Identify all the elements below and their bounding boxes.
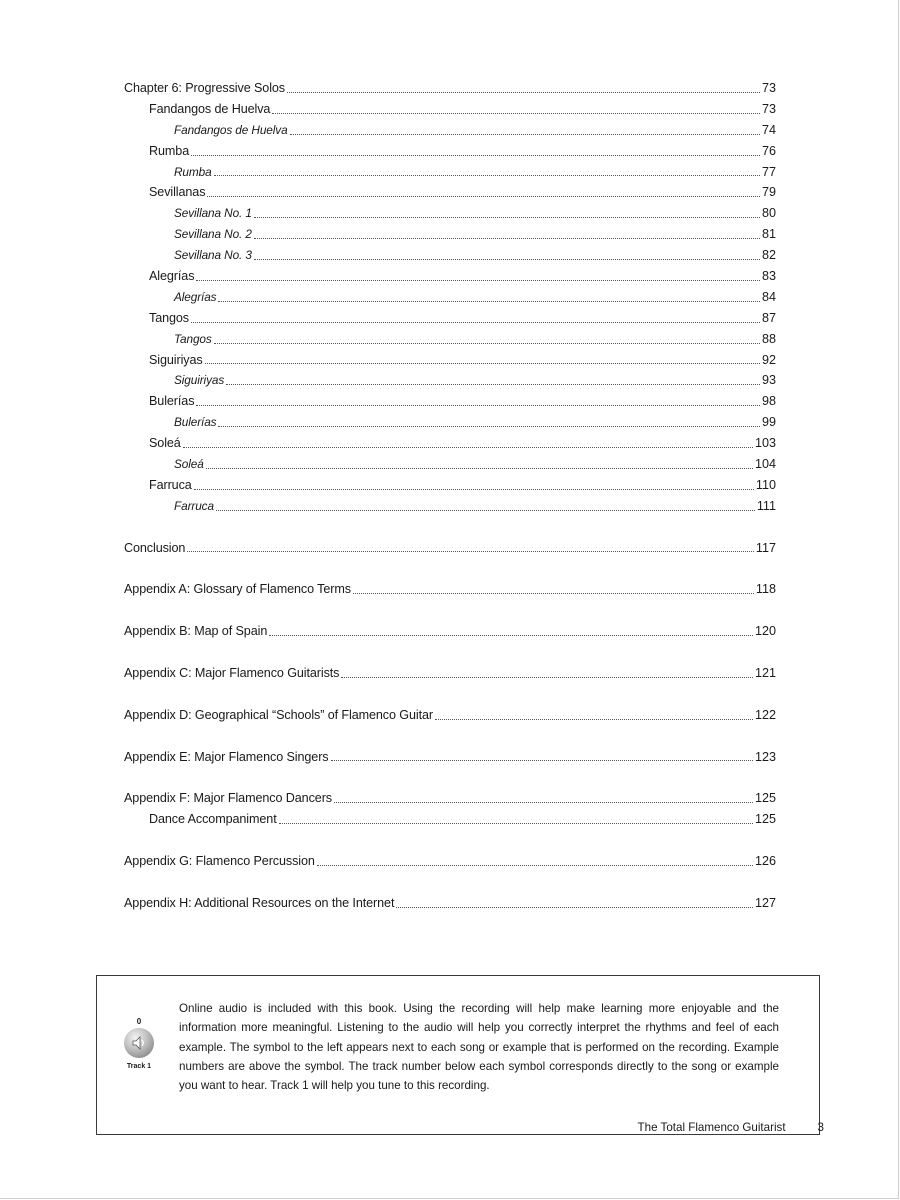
toc-entry — [124, 308, 776, 329]
toc-entry — [124, 162, 776, 183]
toc-entry-page: 76 — [761, 143, 776, 158]
toc-entry-title: Rumba — [149, 143, 190, 158]
toc-entry-title: Siguiriyas — [149, 352, 203, 367]
toc-entry-title: Sevillana No. 1 — [174, 206, 252, 221]
toc-entry-title: Rumba — [174, 164, 212, 179]
dot-leader — [218, 300, 760, 302]
toc-entry-page: 93 — [761, 373, 776, 388]
toc-entry — [124, 475, 776, 496]
toc-entry-title: Dance Accompaniment — [149, 812, 277, 827]
dot-leader — [191, 154, 760, 156]
dot-leader — [269, 634, 753, 636]
toc-entry-page: 88 — [761, 331, 776, 346]
toc-entry-title: Soleá — [149, 436, 181, 451]
dot-leader — [317, 864, 753, 866]
audio-info-box — [96, 975, 820, 1135]
toc-entry — [124, 120, 776, 141]
toc-entry — [124, 433, 776, 454]
dot-leader — [191, 321, 760, 323]
toc-entry — [124, 851, 776, 872]
toc-entry — [124, 266, 776, 287]
toc-entry-title: Siguiriyas — [174, 373, 225, 388]
toc-entry-title: Soleá — [174, 457, 204, 472]
toc-entry-page: 77 — [761, 164, 776, 179]
toc-entry — [124, 245, 776, 266]
audio-description: Online audio is included with this book. Using the recording will help make learning more enjoyable and the information more meaningful. Listening to the audio will help you correctly interpret the rhythms and feel of each example. The symbol to the left appears next to each song or example that is performed on the recording. Example numbers are above the symbol. The track number below each symbol corresponds directly to the song or example you want to hear. Track 1 will help you tune to this recording. — [179, 1002, 779, 1093]
dot-leader — [214, 174, 760, 176]
toc-entry-page: 83 — [761, 269, 776, 284]
toc-entry-page: 73 — [761, 101, 776, 116]
dot-leader — [279, 822, 753, 824]
toc-entry — [124, 454, 776, 475]
dot-leader — [216, 509, 755, 511]
toc-entry — [124, 370, 776, 391]
toc-entry-page: 125 — [754, 791, 776, 806]
toc-entry-title: Sevillanas — [149, 185, 206, 200]
dot-leader — [218, 425, 760, 427]
dot-leader — [396, 906, 753, 908]
toc-entry-page: 118 — [755, 582, 776, 597]
toc-entry — [124, 287, 776, 308]
toc-entry-page: 82 — [761, 248, 776, 263]
toc-entry-page: 84 — [761, 289, 776, 304]
toc-entry-title: Appendix F: Major Flamenco Dancers — [124, 791, 332, 806]
toc-entry-page: 126 — [754, 853, 776, 868]
toc-entry — [124, 747, 776, 768]
page-footer — [638, 1121, 824, 1134]
toc-entry-title: Appendix B: Map of Spain — [124, 624, 268, 639]
dot-leader — [341, 676, 753, 678]
toc-entry-page: 73 — [761, 81, 776, 95]
toc-entry-title: Tangos — [174, 331, 212, 346]
dot-leader — [334, 801, 753, 803]
running-footer-title: The Total Flamenco Guitarist — [637, 1121, 786, 1134]
toc-entry — [124, 350, 776, 371]
toc-entry-page: 121 — [754, 665, 776, 680]
toc-entry-page: 80 — [761, 206, 776, 221]
toc-entry — [124, 78, 776, 99]
toc-entry-title: Fandangos de Huelva — [174, 122, 288, 137]
toc-entry-title: Sevillana No. 2 — [174, 227, 252, 242]
page-number: 3 — [817, 1121, 824, 1134]
dot-leader — [207, 195, 760, 197]
toc-entry-page: 125 — [754, 812, 776, 827]
toc-entry-title: Appendix G: Flamenco Percussion — [124, 853, 315, 868]
dot-leader — [205, 362, 760, 364]
dot-leader — [226, 383, 760, 385]
toc-entry-title: Fandangos de Huelva — [149, 101, 271, 116]
dot-leader — [254, 258, 760, 260]
toc-entry — [124, 224, 776, 245]
toc-entry — [124, 141, 776, 162]
toc-entry-page: 120 — [754, 624, 776, 639]
table-of-contents — [124, 78, 776, 914]
toc-entry — [124, 663, 776, 684]
toc-entry-title: Sevillana No. 3 — [174, 248, 252, 263]
dot-leader — [206, 467, 753, 469]
example-number: 0 — [136, 1017, 142, 1026]
toc-entry-page: 92 — [761, 352, 776, 367]
toc-entry-page: 127 — [754, 895, 776, 910]
dot-leader — [187, 550, 754, 552]
dot-leader — [183, 446, 753, 448]
toc-entry — [124, 182, 776, 203]
dot-leader — [254, 216, 760, 218]
dot-leader — [194, 488, 754, 490]
toc-entry-page: 123 — [754, 749, 776, 764]
toc-entry-title: Appendix A: Glossary of Flamenco Terms — [124, 582, 351, 597]
toc-entry — [124, 893, 776, 914]
dot-leader — [196, 404, 760, 406]
toc-entry-title: Alegrías — [149, 269, 195, 284]
dot-leader — [287, 91, 760, 93]
toc-entry — [124, 621, 776, 642]
toc-entry — [124, 788, 776, 809]
toc-entry-page: 122 — [754, 707, 776, 722]
toc-entry — [124, 203, 776, 224]
toc-entry-title: Chapter 6: Progressive Solos — [124, 81, 285, 95]
toc-entry — [124, 496, 776, 517]
toc-entry-title: Tangos — [149, 310, 190, 325]
toc-entry-title: Appendix C: Major Flamenco Guitarists — [124, 665, 340, 680]
toc-entry-page: 74 — [761, 122, 776, 137]
toc-entry-page: 81 — [761, 227, 776, 242]
toc-entry — [124, 705, 776, 726]
toc-entry-page: 111 — [756, 498, 776, 513]
audio-track-symbol — [119, 1016, 159, 1078]
toc-entry — [124, 579, 776, 600]
toc-entry — [124, 391, 776, 412]
toc-entry-title: Appendix D: Geographical “Schools” of Flamenco Guitar — [124, 707, 433, 722]
dot-leader — [272, 112, 760, 114]
toc-entry-page: 79 — [761, 185, 776, 200]
toc-entry-title: Farruca — [149, 477, 192, 492]
toc-entry — [124, 538, 776, 559]
toc-entry-page: 104 — [754, 457, 776, 472]
dot-leader — [435, 718, 753, 720]
toc-entry-title: Conclusion — [124, 540, 186, 555]
toc-entry-title: Appendix H: Additional Resources on the Internet — [124, 895, 395, 910]
toc-entry-page: 103 — [754, 436, 776, 451]
toc-entry-page: 99 — [761, 415, 776, 430]
dot-leader — [196, 279, 760, 281]
speaker-icon — [124, 1028, 154, 1058]
dot-leader — [214, 342, 760, 344]
toc-entry-title: Appendix E: Major Flamenco Singers — [124, 749, 329, 764]
toc-entry-page: 87 — [761, 310, 776, 325]
toc-entry — [124, 809, 776, 830]
dot-leader — [290, 133, 760, 135]
dot-leader — [254, 237, 760, 239]
toc-entry-page: 117 — [755, 540, 776, 555]
toc-entry-title: Bulerías — [174, 415, 217, 430]
dot-leader — [331, 759, 753, 761]
toc-entry-page: 98 — [761, 394, 776, 409]
dot-leader — [353, 592, 754, 594]
toc-entry-title: Farruca — [174, 498, 214, 513]
track-label: Track 1 — [126, 1063, 152, 1070]
toc-entry — [124, 329, 776, 350]
toc-entry — [124, 99, 776, 120]
toc-entry — [124, 412, 776, 433]
toc-entry-title: Alegrías — [174, 289, 217, 304]
toc-entry-page: 110 — [755, 477, 776, 492]
toc-entry-title: Bulerías — [149, 394, 195, 409]
